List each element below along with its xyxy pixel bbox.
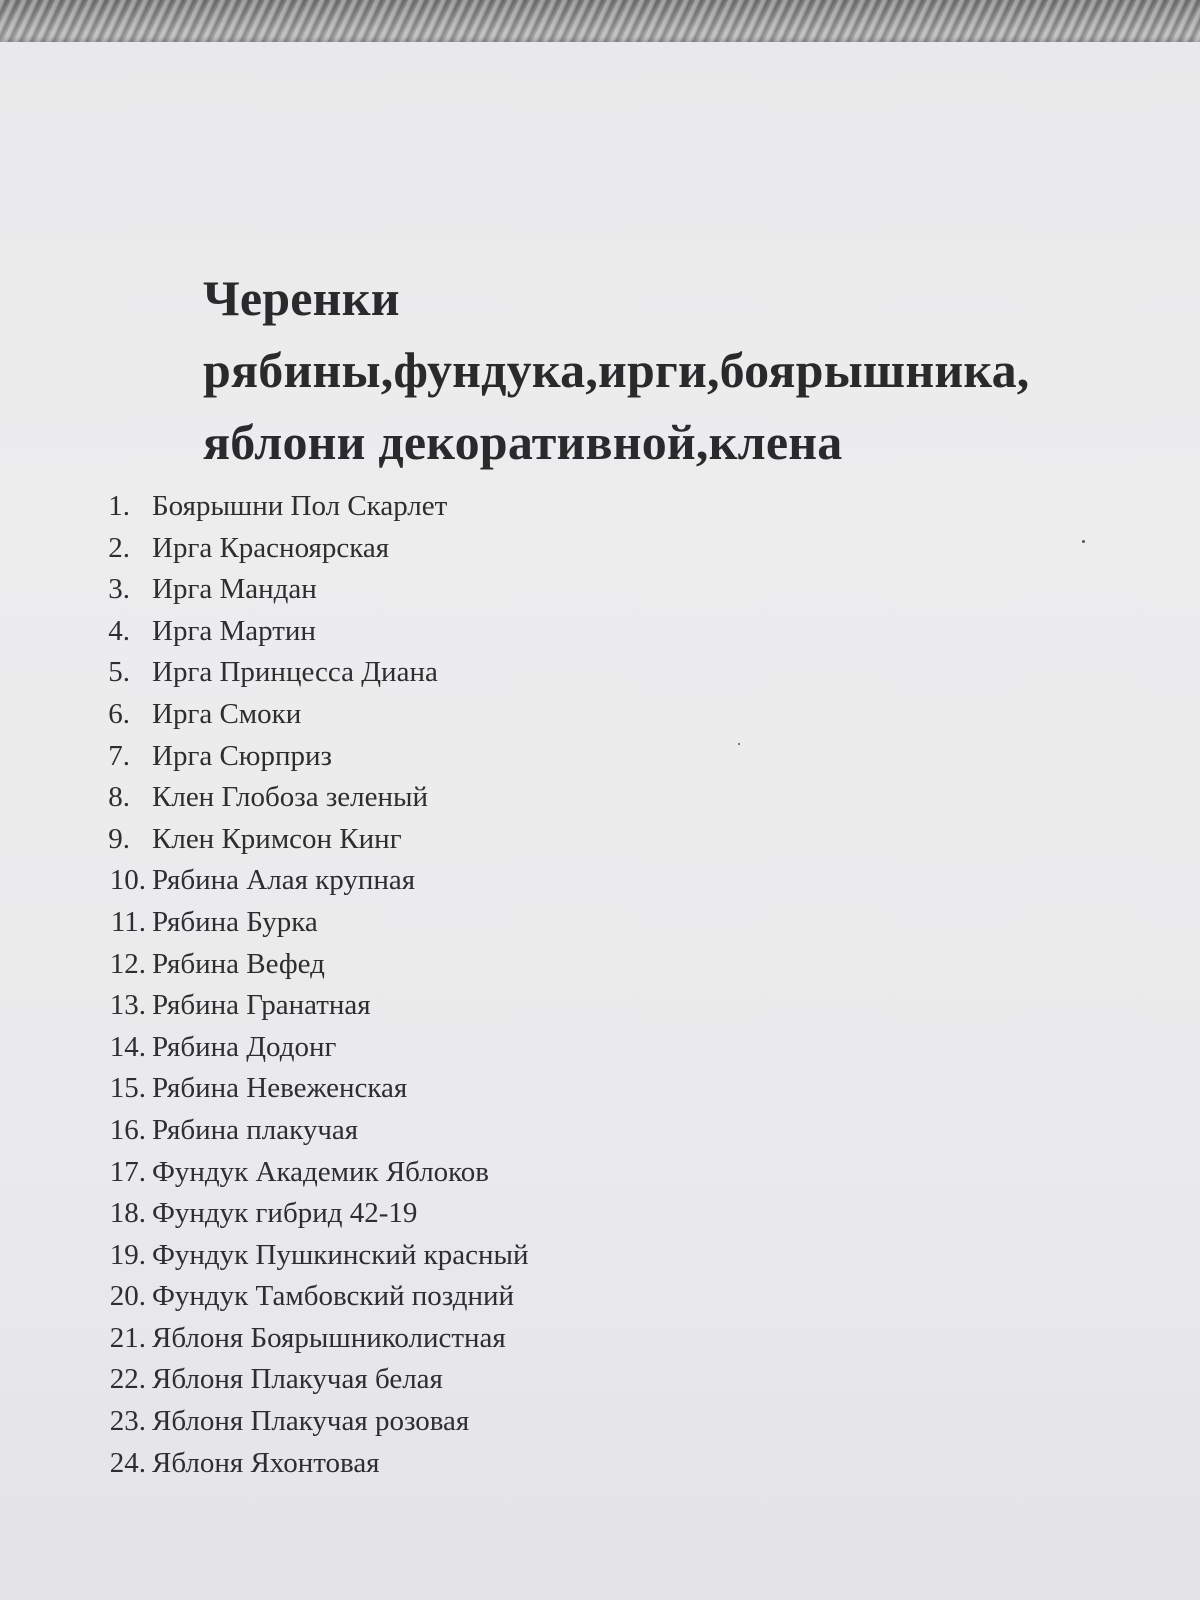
- list-item-text: Яблоня Плакучая розовая: [152, 1405, 470, 1438]
- list-item: [100, 736, 529, 778]
- list-item-text: Рябина Невеженская: [152, 1072, 408, 1105]
- list-item: [100, 528, 529, 570]
- list-item-number: 22.: [109, 1363, 146, 1396]
- list-item-number: 21.: [109, 1321, 146, 1354]
- list-item-text: Клен Кримсон Кинг: [152, 822, 402, 855]
- list-item: [100, 944, 529, 986]
- list-item-number: 9.: [108, 822, 130, 855]
- list-item-number: 14.: [109, 1030, 146, 1063]
- list-item: [100, 1276, 529, 1318]
- list-item-text: Яблоня Плакучая белая: [152, 1363, 443, 1396]
- list-item-text: Рябина Алая крупная: [152, 864, 416, 897]
- list-item: [100, 777, 529, 819]
- list-item-number: 15.: [109, 1072, 146, 1105]
- list-item-text: Рябина плакучая: [152, 1113, 359, 1146]
- list-item-text: Фундук Пушкинский красный: [152, 1238, 529, 1271]
- list-item-text: Ирга Мартин: [152, 614, 316, 647]
- list-item: [100, 694, 529, 736]
- list-item-number: 10.: [109, 864, 146, 897]
- title-line-2: рябины,фундука,ирги,боярышника,: [203, 342, 1030, 398]
- paper-speck: [1082, 540, 1085, 543]
- list-item: [100, 985, 529, 1027]
- list-item-text: Ирга Сюрприз: [152, 739, 332, 772]
- list-item-text: Фундук гибрид 42-19: [152, 1197, 418, 1230]
- list-item: [100, 486, 529, 528]
- list-item-number: 20.: [109, 1280, 146, 1313]
- list-item-text: Рябина Гранатная: [152, 989, 371, 1022]
- list-item-number: 11.: [110, 905, 146, 938]
- list-item-text: Боярышни Пол Скарлет: [152, 490, 448, 522]
- document-title: [203, 262, 1163, 478]
- list-item-text: Ирга Красноярская: [152, 531, 390, 564]
- list-item: [100, 1359, 529, 1401]
- list-item-number: 12.: [109, 947, 146, 980]
- list-item: [100, 652, 529, 694]
- list-item-number: 7.: [108, 739, 130, 772]
- list-item: [100, 1110, 529, 1152]
- list-item-number: 5.: [108, 656, 130, 689]
- title-line-3: яблони декоративной,клена: [203, 414, 843, 470]
- list-item: [100, 569, 529, 611]
- list-item-text: Яблоня Яхонтовая: [152, 1446, 380, 1479]
- list-item-text: Фундук Тамбовский поздний: [152, 1280, 515, 1313]
- list-item: [100, 902, 529, 944]
- list-item: [100, 1235, 529, 1277]
- list-item-text: Яблоня Боярышниколистная: [152, 1321, 506, 1354]
- list-item: [100, 1318, 529, 1360]
- paper-speck: [738, 743, 740, 745]
- list-item-text: Ирга Смоки: [152, 697, 302, 730]
- list-item: [100, 1443, 529, 1485]
- list-item-number: 17.: [109, 1155, 146, 1188]
- list-item-number: 16.: [109, 1113, 146, 1146]
- list-item-number: 8.: [108, 781, 130, 814]
- list-item: [100, 1193, 529, 1235]
- cuttings-list: [100, 486, 529, 1484]
- list-item-number: 4.: [108, 614, 130, 647]
- list-item-text: Рябина Додонг: [152, 1030, 337, 1063]
- list-item-text: Рябина Вефед: [152, 947, 325, 980]
- list-item-text: Клен Глобоза зеленый: [152, 781, 429, 814]
- list-item-number: 23.: [109, 1405, 146, 1438]
- list-item-number: 2.: [108, 531, 130, 564]
- title-line-1: Черенки: [203, 270, 400, 326]
- list-item-text: Рябина Бурка: [152, 905, 318, 938]
- list-item-number: 18.: [109, 1197, 146, 1230]
- list-item: [100, 860, 529, 902]
- list-item-number: 3.: [108, 573, 130, 606]
- list-item: [100, 1068, 529, 1110]
- list-item: [100, 1152, 529, 1194]
- list-item-number: 6.: [108, 697, 130, 730]
- list-item-text: Ирга Принцесса Диана: [152, 656, 438, 689]
- list-item-text: Ирга Мандан: [152, 573, 317, 606]
- list-item: [100, 1027, 529, 1069]
- list-item: [100, 819, 529, 861]
- list-item: [100, 1401, 529, 1443]
- list-item-text: Фундук Академик Яблоков: [152, 1155, 489, 1188]
- list-item-number: 19.: [109, 1238, 146, 1271]
- list-item: [100, 611, 529, 653]
- list-item-number: 1.: [108, 490, 130, 522]
- list-item-number: 24.: [109, 1446, 146, 1479]
- list-item-number: 13.: [109, 989, 146, 1022]
